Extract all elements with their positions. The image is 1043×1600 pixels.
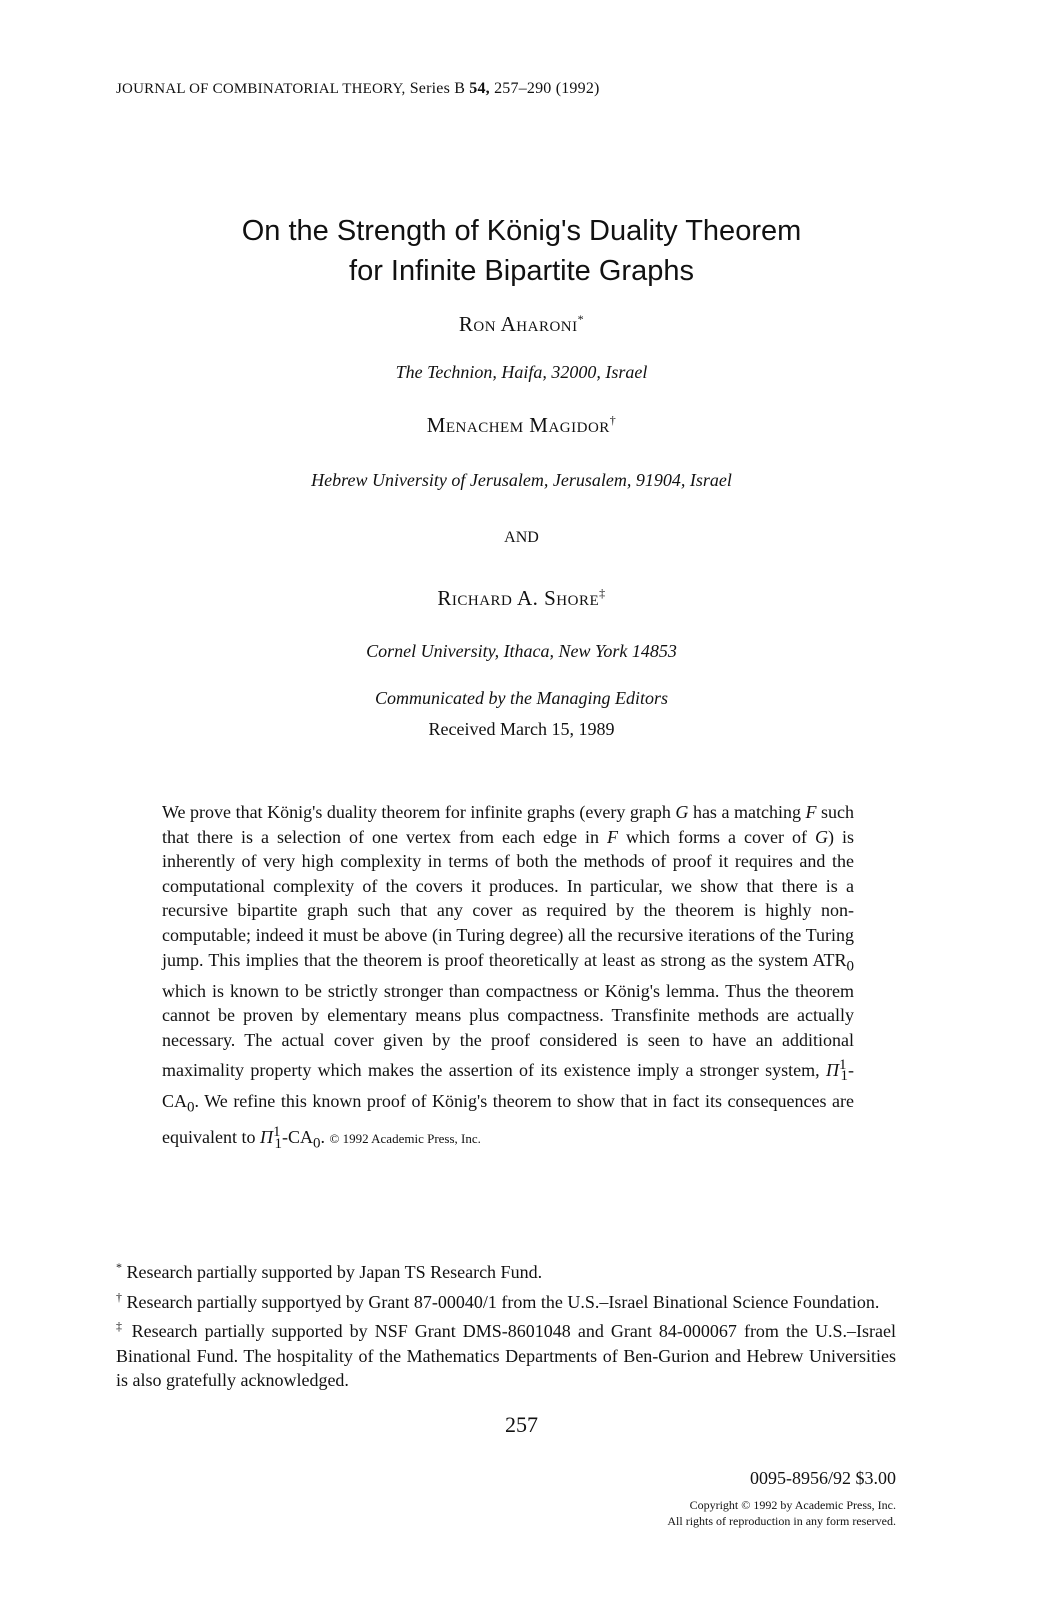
journal-series: Series B <box>409 80 466 97</box>
math-superscript: 1 <box>272 1123 281 1140</box>
issn-price: 0095-8956/92 $3.00 <box>750 1468 896 1488</box>
math-subscript: 0 <box>312 1135 321 1152</box>
author-1-name: Ron Aharoni <box>458 312 578 336</box>
footnote-text: Research partially supported by NSF Grant DMS-8601048 and Grant 84-000067 from the U.S.–Israel Binational Fund. The hospitality of the Mathematics Departments of Ben-Gurion and Hebrew Universities is also gratefully acknowledged. <box>116 1321 896 1390</box>
math-subscript: 1 <box>274 1135 282 1152</box>
footnote-mark: ‡ <box>116 1319 125 1333</box>
journal-name: JOURNAL OF COMBINATORIAL THEORY, <box>116 81 406 97</box>
and-separator: AND <box>504 529 539 546</box>
abstract-text: . <box>320 1126 330 1147</box>
footnote-mark: * <box>116 1260 122 1274</box>
paper-title-line1: On the Strength of König's Duality Theorem <box>241 215 802 247</box>
math-subscript: 0 <box>846 958 854 975</box>
math-var: G <box>814 826 828 847</box>
footnote-1 <box>116 1255 896 1285</box>
footnote-2 <box>116 1285 896 1315</box>
author-2 <box>0 413 1043 438</box>
abstract-text: which is known to be strictly stronger than compactness or König's lemma. Thus the theorem cannot be proven by elementary means plus compactness. Transfinite methods are actually necessary. The actual cover given by the proof considered is seen to have an additional maximality property which makes the assertion of its existence imply a stronger system, <box>162 980 854 1080</box>
journal-header <box>116 80 600 98</box>
author-2-name: Menachem Magidor <box>426 413 610 437</box>
math-var: F <box>805 802 817 822</box>
author-2-affiliation: Hebrew University of Jerusalem, Jerusalem, 91904, Israel <box>311 470 732 490</box>
abstract <box>162 800 854 1156</box>
math-subscript: 0 <box>187 1099 195 1116</box>
paper-title-line2: for Infinite Bipartite Graphs <box>349 255 694 287</box>
abstract-copyright: © 1992 Academic Press, Inc. <box>329 1130 481 1146</box>
abstract-text: -CA <box>162 1059 854 1111</box>
math-var: F <box>606 826 618 847</box>
math-pi: Π <box>826 1059 839 1080</box>
abstract-text: We prove that König's duality theorem for infinite graphs (every graph <box>162 802 676 822</box>
math-var: G <box>675 802 689 822</box>
copyright-block <box>667 1497 896 1529</box>
abstract-text: -CA <box>281 1126 313 1147</box>
footnote-3 <box>116 1314 896 1393</box>
page-number: 257 <box>505 1412 538 1437</box>
abstract-text: such that there is a selection of one vertex from each edge in <box>162 802 855 847</box>
communicated-line: Communicated by the Managing Editors <box>375 688 668 708</box>
author-3-mark: ‡ <box>599 586 606 600</box>
abstract-text: has a matching <box>688 802 806 822</box>
footnote-text: Research partially supportyed by Grant 87-00040/1 from the U.S.–Israel Binational Science Foundation. <box>122 1291 880 1312</box>
copyright-line-1: Copyright © 1992 by Academic Press, Inc. <box>689 1498 896 1512</box>
journal-pages: 257–290 (1992) <box>494 80 600 97</box>
copyright-line-2: All rights of reproduction in any form reserved. <box>667 1514 896 1528</box>
abstract-text: ) is inherently of very high complexity in terms of both the methods of proof it requires and the computational complexity of the covers it produces. In particular, we show that there is a recursive bipartite graph such that any cover as required by the theorem is highly non-computable; indeed it must be above (in Turing degree) all the recursive iterations of the Turing jump. This implies that the theorem is proof theoretically at least as strong as the system ATR <box>162 826 854 970</box>
abstract-text: . We refine this known proof of König's theorem to show that in fact its consequences are equivalent to <box>162 1090 854 1147</box>
journal-volume: 54, <box>469 80 490 97</box>
abstract-text: which forms a cover of <box>617 826 815 847</box>
author-2-mark: † <box>609 413 617 427</box>
math-subscript: 1 <box>840 1068 848 1085</box>
footnotes <box>116 1255 896 1393</box>
received-date: Received March 15, 1989 <box>428 719 615 739</box>
author-3 <box>0 586 1043 611</box>
author-1-mark: * <box>577 312 585 326</box>
author-1-affiliation: The Technion, Haifa, 32000, Israel <box>395 362 648 382</box>
author-1 <box>0 312 1043 337</box>
footnote-mark: † <box>116 1289 122 1304</box>
author-3-name: Richard A. Shore <box>437 586 600 610</box>
footnote-text: Research partially supported by Japan TS Research Fund. <box>122 1262 543 1282</box>
author-3-affiliation: Cornel University, Ithaca, New York 14853 <box>366 641 677 661</box>
math-pi: Π <box>259 1126 273 1147</box>
math-superscript: 1 <box>839 1056 847 1073</box>
